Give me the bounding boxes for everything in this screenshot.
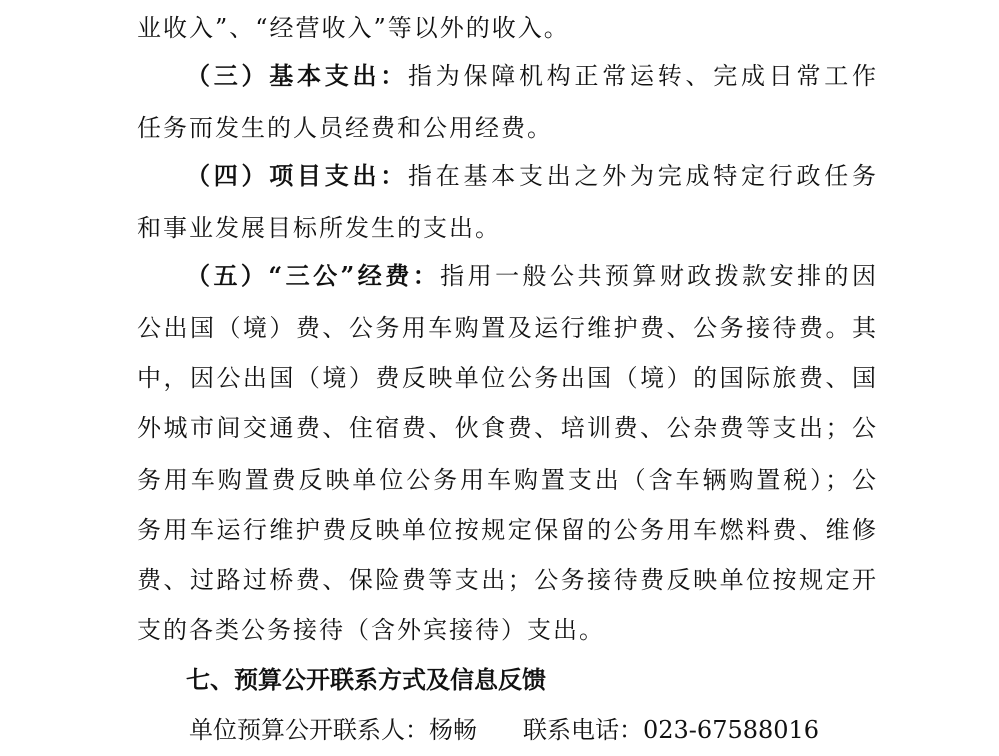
- term-project-expenditure: （四）项目支出：: [186, 161, 408, 190]
- contact-phone-label: 联系电话：: [523, 716, 643, 744]
- section-heading: 七、预算公开联系方式及信息反馈: [186, 666, 546, 694]
- paragraph-three-public-line-8: 支的各类公务接待（含外宾接待）支出。: [137, 616, 605, 644]
- contact-person-label: 单位预算公开联系人：: [189, 716, 429, 744]
- definition-text: 指在基本支出之外为完成特定行政任务: [408, 162, 876, 190]
- paragraph-three-public-line-1: [186, 262, 876, 290]
- paragraph-three-public-line-5: 务用车购置费反映单位公务用车购置支出（含车辆购置税）；公: [137, 466, 876, 494]
- paragraph-line: 业收入”、“经营收入”等以外的收入。: [137, 14, 570, 42]
- contact-person-name: 杨畅: [429, 716, 477, 744]
- term-basic-expenditure: （三）基本支出：: [186, 61, 408, 90]
- paragraph-project-expenditure-line-1: [186, 162, 876, 190]
- paragraph-three-public-line-7: 费、过路过桥费、保险费等支出；公务接待费反映单位按规定开: [137, 566, 876, 594]
- contact-info: [189, 716, 819, 744]
- contact-phone-number: 023-67588016: [643, 716, 820, 744]
- paragraph-project-expenditure-line-2: 和事业发展目标所发生的支出。: [137, 214, 501, 242]
- definition-text: 指用一般公共预算财政拨款安排的因: [440, 262, 877, 290]
- paragraph-three-public-line-4: 外城市间交通费、住宿费、伙食费、培训费、公杂费等支出；公: [137, 414, 876, 442]
- paragraph-three-public-line-2: 公出国（境）费、公务用车购置及运行维护费、公务接待费。其: [137, 314, 876, 342]
- definition-text: 指为保障机构正常运转、完成日常工作: [408, 62, 876, 90]
- paragraph-basic-expenditure-line-1: [186, 62, 876, 90]
- paragraph-basic-expenditure-line-2: 任务而发生的人员经费和公用经费。: [137, 114, 553, 142]
- paragraph-three-public-line-6: 务用车运行维护费反映单位按规定保留的公务用车燃料费、维修: [137, 516, 876, 544]
- term-three-public-expenses: （五）“三公”经费：: [186, 261, 441, 290]
- paragraph-three-public-line-3: 中，因公出国（境）费反映单位公务出国（境）的国际旅费、国: [137, 364, 876, 392]
